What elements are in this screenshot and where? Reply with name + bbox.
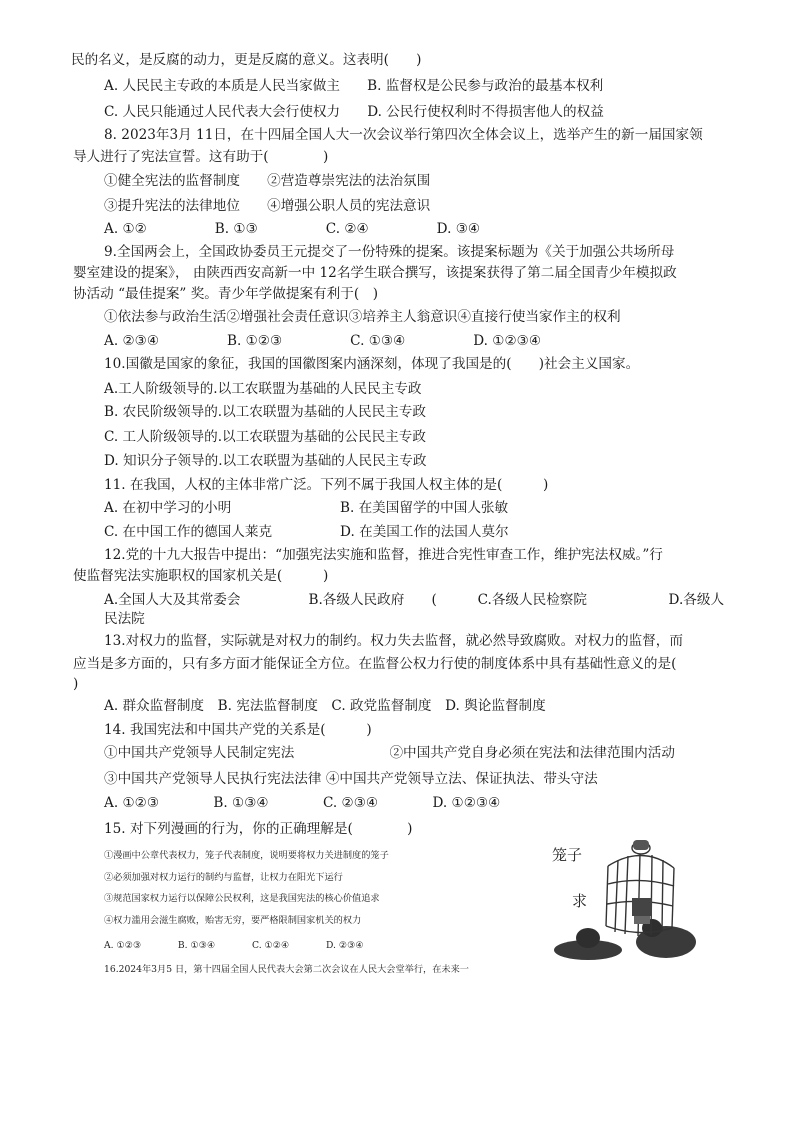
option-line: C. 工人阶级领导的.以工农联盟为基础的公民民主专政 <box>104 429 426 445</box>
option-line: A. ①② B. ①③ C. ②④ D. ③④ <box>104 221 481 237</box>
question-10-line: 10.国徽是国家的象征，我国的国徽图案内涵深刻，体现了我国是的( )社会主义国家。 <box>104 356 640 372</box>
question-15-line: 15. 对下列漫画的行为，你的正确理解是( ) <box>104 821 413 837</box>
question-13-line: ) <box>73 676 79 692</box>
text-line: 民的名义，是反腐的动力，更是反腐的意义。这表明( ) <box>71 52 422 68</box>
question-9-line: 婴室建设的提案》， 由陕西西安高新一中 12名学生联合撰写，该提案获得了第二届全国青少年模拟政 <box>73 265 677 281</box>
option-line: 民法院 <box>104 611 145 627</box>
statement-line: ①中国共产党领导人民制定宪法 ②中国共产党自身必须在宪法和法律范围内活动 <box>104 745 675 761</box>
statement-line: ③中国共产党领导人民执行宪法法律 ④中国共产党领导立法、保证执法、带头守法 <box>104 771 598 787</box>
question-11-line: 11. 在我国，人权的主体非常广泛。下列不属于我国人权主体的是( ) <box>104 477 549 493</box>
option-line: C. 在中国工作的德国人莱克 D. 在美国工作的法国人莫尔 <box>104 524 509 540</box>
question-8-line: 导人进行了宪法宣誓。这有助于( ) <box>73 149 329 165</box>
question-12-line: 使监督宪法实施职权的国家机关是( ) <box>73 568 329 584</box>
statement-line: ②必须加强对权力运行的制约与监督，让权力在阳光下运行 <box>104 872 343 883</box>
statement-line: ③规范国家权力运行以保障公民权利，这是我国宪法的核心价值追求 <box>104 893 380 904</box>
question-13-line: 13.对权力的监督，实际就是对权力的制约。权力失去监督，就必然导致腐败。对权力的监督，而 <box>104 633 683 649</box>
option-line: A. 在初中学习的小明 B. 在美国留学的中国人张敏 <box>104 500 509 516</box>
option-line: A. 群众监督制度 B. 宪法监督制度 C. 政党监督制度 D. 舆论监督制度 <box>104 698 546 714</box>
cartoon-caption-bottom: 求 <box>572 892 588 910</box>
statement-line: ①漫画中公章代表权力，笼子代表制度，说明要将权力关进制度的笼子 <box>104 850 389 861</box>
option-line: A. ②③④ B. ①②③ C. ①③④ D. ①②③④ <box>104 333 542 349</box>
option-line: A. ①②③ B. ①③④ C. ②③④ D. ①②③④ <box>104 795 501 811</box>
question-8-line: 8. 2023年3月 11日，在十四届全国人大一次会议举行第四次全体会议上，选举产生的新一届国家领 <box>104 127 703 143</box>
option-line: A.工人阶级领导的.以工农联盟为基础的人民民主专政 <box>104 381 422 397</box>
caged-seal-cartoon <box>548 838 706 960</box>
statement-line: ④权力滥用会滋生腐败，贻害无穷，要严格限制国家机关的权力 <box>104 915 362 926</box>
statement-line: ①依法参与政治生活②增强社会责任意识③培养主人翁意识④直接行使当家作主的权利 <box>104 309 621 325</box>
statement-line: ③提升宪法的法律地位 ④增强公职人员的宪法意识 <box>104 198 431 214</box>
option-line: B. 农民阶级领导的.以工农联盟为基础的人民民主专政 <box>104 404 427 420</box>
question-9-line: 协活动 “最佳提案” 奖。青少年学做提案有利于( ) <box>73 286 379 302</box>
question-14-line: 14. 我国宪法和中国共产党的关系是( ) <box>104 722 372 738</box>
question-12-line: 12.党的十九大报告中提出：“加强宪法实施和监督，推进合宪性审查工作，维护宪法权威。”行 <box>104 547 663 563</box>
statement-line: ①健全宪法的监督制度 ②营造尊崇宪法的法治氛围 <box>104 173 431 189</box>
option-line: C. 人民只能通过人民代表大会行使权力 D. 公民行使权利时不得损害他人的权益 <box>104 104 604 120</box>
option-line: A. ①②③ B. ①③④ C. ①②④ D. ②③④ <box>104 940 364 951</box>
option-line: A. 人民民主专政的本质是人民当家做主 B. 监督权是公民参与政治的最基本权利 <box>104 78 604 94</box>
cartoon-caption-top: 笼子 <box>552 846 583 864</box>
option-line: D. 知识分子领导的.以工农联盟为基础的人民民主专政 <box>104 453 427 469</box>
option-line: A.全国人大及其常委会 B.各级人民政府 ( C.各级人民检察院 D.各级人 <box>104 592 725 608</box>
question-9-line: 9.全国两会上，全国政协委员王元提交了一份特殊的提案。该提案标题为《关于加强公共场所母 <box>104 244 675 260</box>
question-16-line: 16.2024年3月5 日，第十四届全国人民代表大会第二次会议在人民大会堂举行，在未来一 <box>104 964 469 975</box>
question-13-line: 应当是多方面的，只有多方面才能保证全方位。在监督公权力行使的制度体系中具有基础性意义的是( <box>73 656 677 672</box>
